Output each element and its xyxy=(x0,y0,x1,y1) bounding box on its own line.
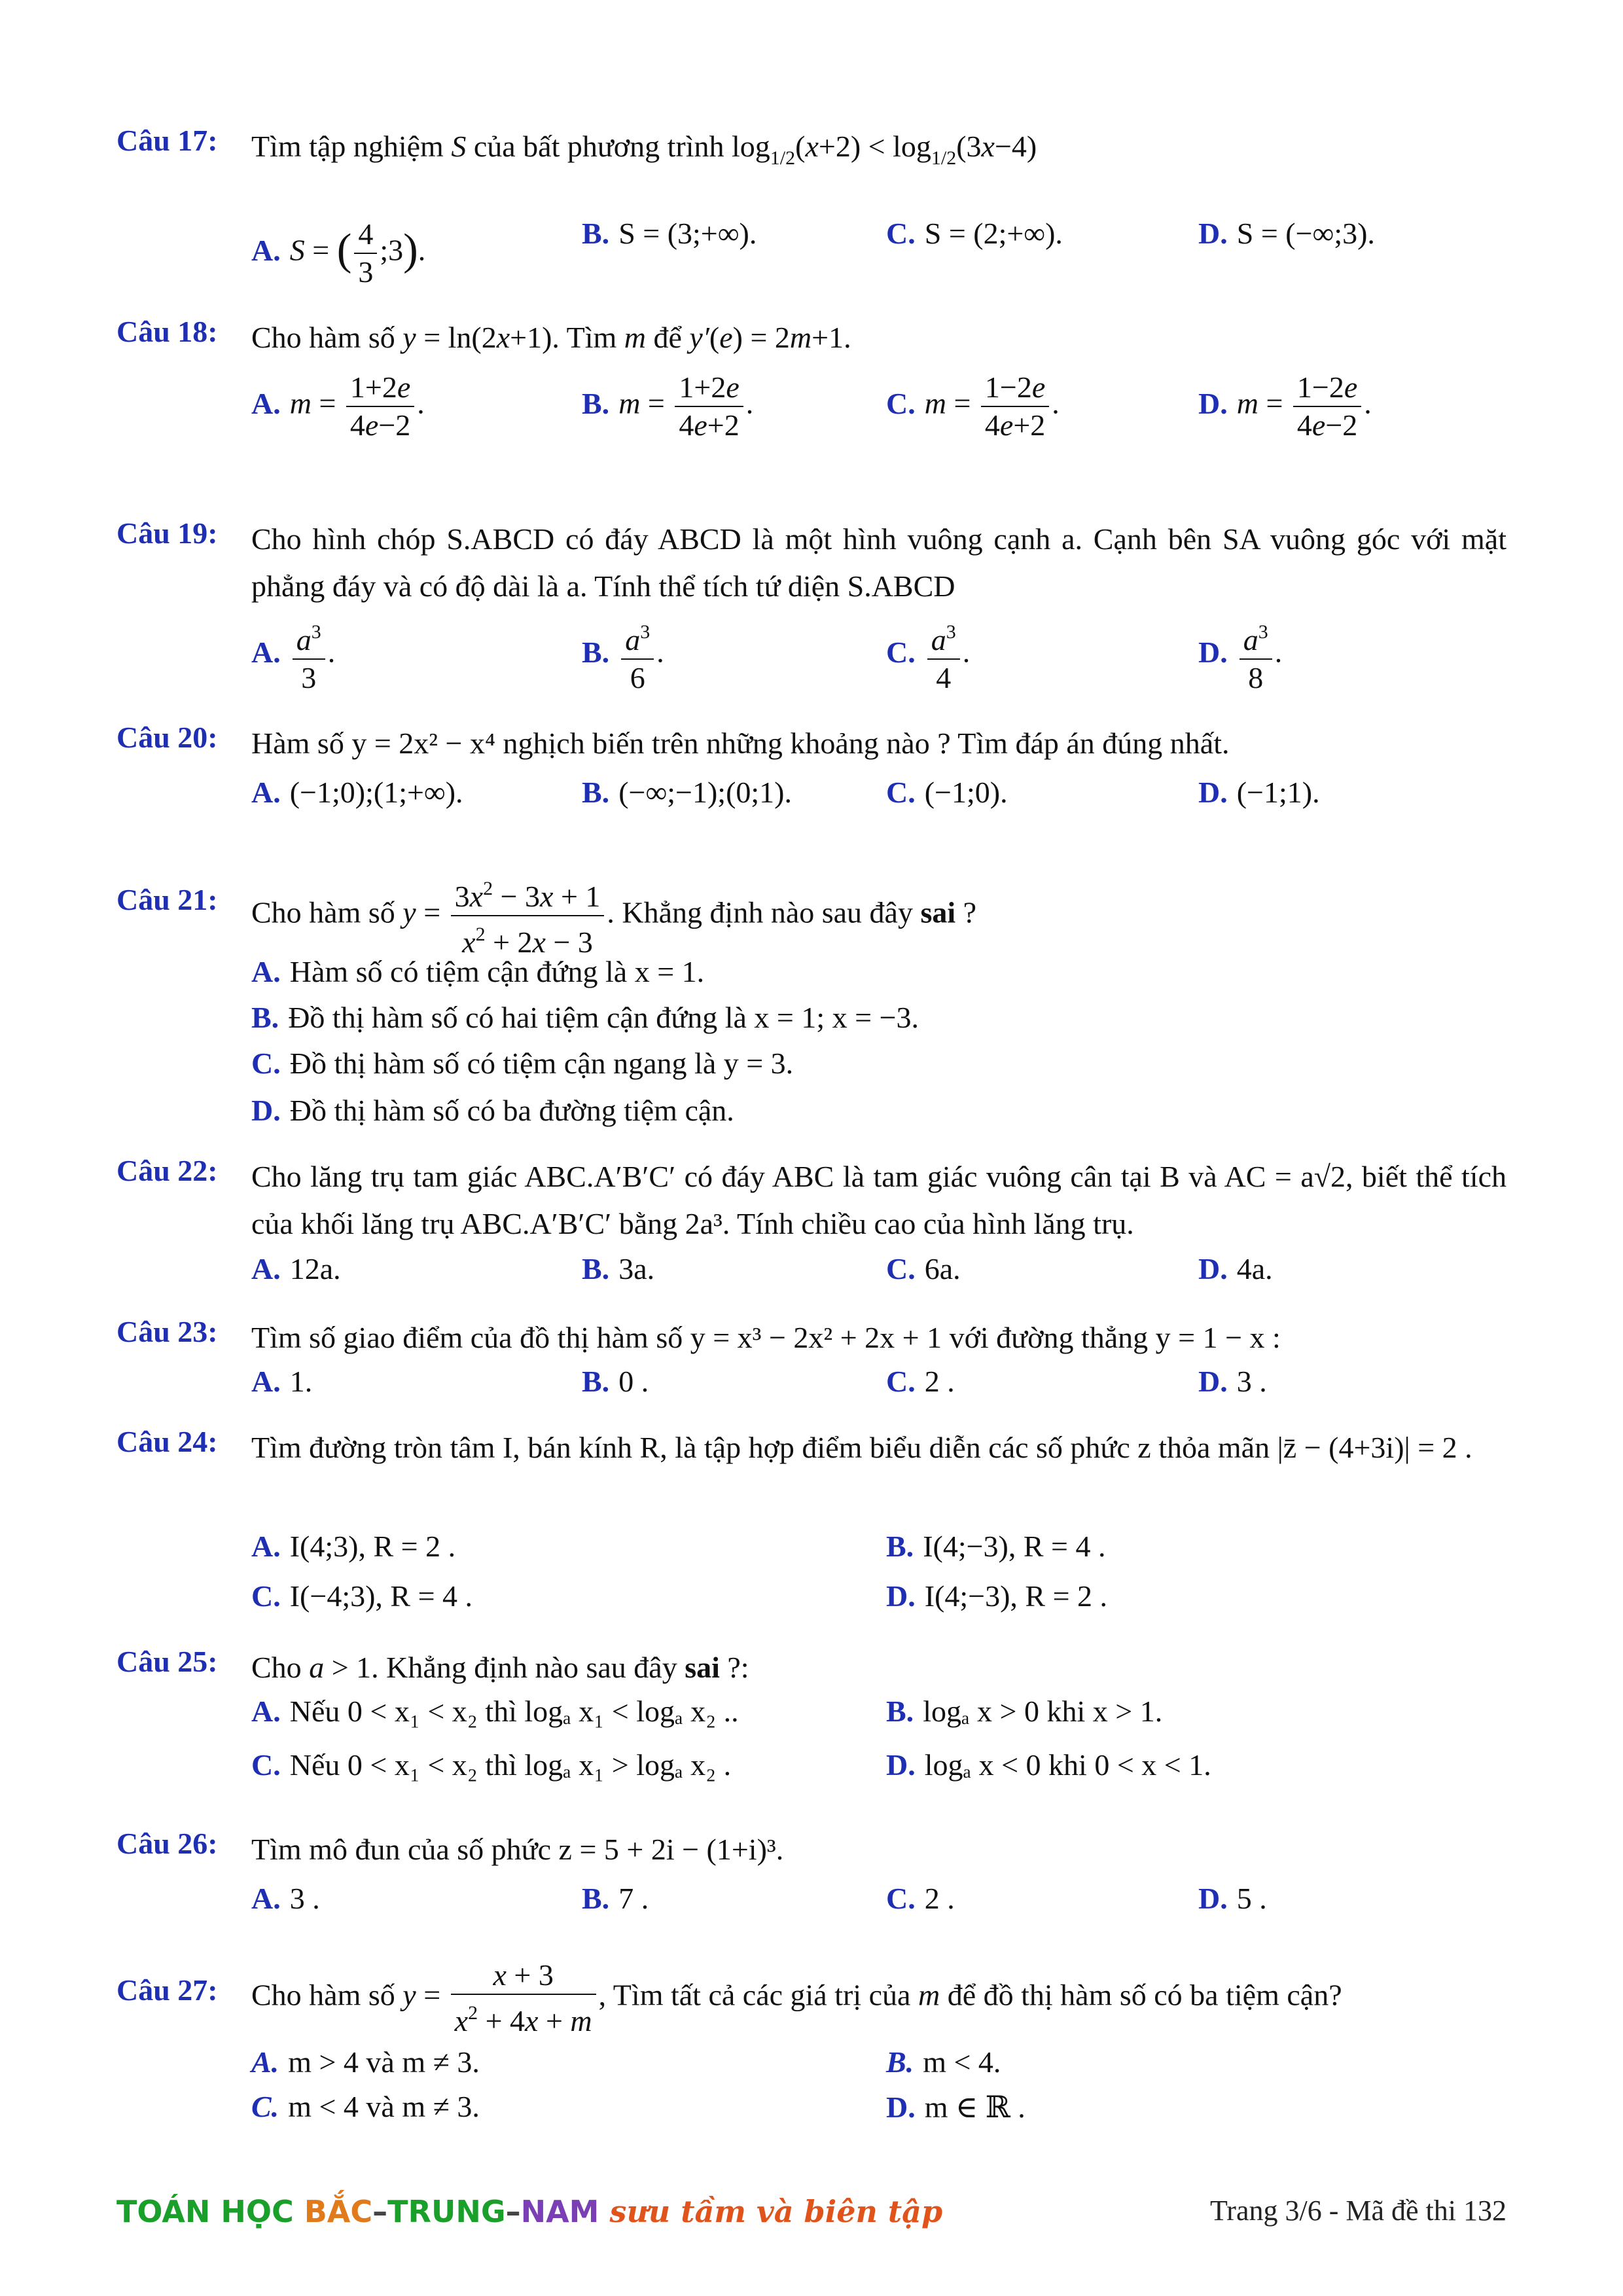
question-text: Hàm số y = 2x² − x⁴ nghịch biến trên những khoảng nào ? Tìm đáp án đúng nhất. xyxy=(251,726,1230,760)
question-label: Câu 23: xyxy=(116,1315,218,1348)
option-c[interactable]: C. Đồ thị hàm số có tiệm cận ngang là y = 3. xyxy=(251,1047,794,1080)
option-b[interactable]: B. Đồ thị hàm số có hai tiệm cận đứng là x = 1; x = −3. xyxy=(251,1001,919,1034)
option-a[interactable]: A. 1. xyxy=(251,1365,313,1398)
question-label: Câu 27: xyxy=(116,1973,218,2007)
option-c[interactable]: C. m < 4 và m ≠ 3. xyxy=(251,2090,480,2123)
option-c[interactable]: C. 6a. xyxy=(886,1252,961,1285)
option-b[interactable]: B. (−∞;−1);(0;1). xyxy=(582,776,792,809)
question-18 xyxy=(116,314,1507,465)
options xyxy=(251,1364,1507,1403)
question-text: Tìm mô đun của số phức z = 5 + 2i − (1+i)³. xyxy=(251,1833,784,1866)
option-b[interactable]: B. $\frac{a^3}{6}$ . xyxy=(582,614,664,696)
option-a[interactable]: A. 12a. xyxy=(251,1252,341,1285)
option-d[interactable]: D. logₐ x < 0 khi 0 < x < 1. xyxy=(886,1748,1211,1782)
question-text: Cho hình chóp S.ABCD có đáy ABCD là một hình vuông cạnh a. Cạnh bên SA vuông góc với mặt phẳng đáy và có độ dài là a. Tính thể tích tứ diện S.ABCD xyxy=(251,522,1507,603)
page-info: Trang 3/6 - Mã đề thi 132 xyxy=(1209,2195,1507,2227)
option-a[interactable]: A. (−1;0);(1;+∞). xyxy=(251,776,463,809)
question-24 xyxy=(116,1424,1507,1621)
option-d[interactable]: D. 4a. xyxy=(1198,1252,1273,1285)
option-d[interactable]: D. 5 . xyxy=(1198,1882,1267,1915)
option-a[interactable]: A. m > 4 và m ≠ 3. xyxy=(251,2045,480,2079)
options xyxy=(251,1529,1507,1621)
option-a[interactable]: A. I(4;3), R = 2 . xyxy=(251,1530,456,1563)
question-text: Cho hàm số y = $\frac{3x^2 - 3x + 1}{x^2 + 2x - 3}$ . Khẳng định nào sau đây sai ? xyxy=(251,870,1507,961)
brand-dash-2: – xyxy=(505,2194,521,2229)
option-d[interactable]: D. 3 . xyxy=(1198,1365,1267,1398)
question-label: Câu 18: xyxy=(116,315,218,348)
question-label: Câu 26: xyxy=(116,1827,218,1860)
option-d[interactable]: D. I(4;−3), R = 2 . xyxy=(886,1579,1108,1613)
option-c[interactable]: C. S = (2;+∞). xyxy=(886,217,1063,250)
question-25 xyxy=(116,1644,1507,1795)
question-17 xyxy=(116,123,1507,289)
option-a[interactable]: A. S = ( $\frac{4}{3}$ ;3). xyxy=(251,217,426,289)
question-text: Cho a > 1. Khẳng định nào sau đây sai ?: xyxy=(251,1651,749,1684)
question-label: Câu 19: xyxy=(116,516,218,550)
brand-toan-hoc: TOÁN HỌC xyxy=(116,2194,304,2229)
option-a[interactable]: A. Hàm số có tiệm cận đứng là x = 1. xyxy=(251,955,705,988)
option-b[interactable]: B. S = (3;+∞). xyxy=(582,217,757,250)
option-b[interactable]: B. m = $\frac{1+2e}{4e+2}$ . xyxy=(582,370,754,442)
option-b[interactable]: B. 0 . xyxy=(582,1365,649,1398)
option-b[interactable]: B. I(4;−3), R = 4 . xyxy=(886,1530,1106,1563)
option-a[interactable]: A. Nếu 0 < x₁ < x₂ thì logₐ x₁ < logₐ x₂ .. xyxy=(251,1695,739,1728)
brand-tagline: sưu tầm và biên tập xyxy=(599,2194,943,2229)
footer-brand xyxy=(116,2194,942,2229)
question-label: Câu 25: xyxy=(116,1645,218,1678)
options xyxy=(251,369,1507,448)
question-23 xyxy=(116,1314,1507,1412)
option-c[interactable]: C. 2 . xyxy=(886,1365,955,1398)
question-label: Câu 24: xyxy=(116,1425,218,1458)
option-d[interactable]: D. Đồ thị hàm số có ba đường tiệm cận. xyxy=(251,1094,734,1127)
question-text: Tìm tập nghiệm S của bất phương trình $\log_{1/2}(x+2) < \log_{1/2}(3x-4)$ xyxy=(251,130,1037,169)
question-text: Cho hàm số y = ln(2x+1). Tìm m để y′(e) = 2m+1. xyxy=(251,321,851,354)
options xyxy=(251,202,1507,289)
question-label: Câu 22: xyxy=(116,1154,218,1187)
brand-dash-1: – xyxy=(372,2194,388,2229)
question-label: Câu 20: xyxy=(116,721,218,754)
question-text: Tìm đường tròn tâm I, bán kính R, là tập hợp điểm biểu diễn các số phức z thỏa mãn |z̄ − (4+3i)| = 2 . xyxy=(251,1431,1472,1464)
option-a[interactable]: A. 3 . xyxy=(251,1882,320,1915)
question-text: Cho lăng trụ tam giác ABC.A′B′C′ có đáy ABC là tam giác vuông cân tại B và AC = a√2, biết thể tích của khối lăng trụ ABC.A′B′C′ bằng 2a³. Tính chiều cao của hình lăng trụ. xyxy=(251,1160,1507,1240)
option-d[interactable]: D. S = (−∞;3). xyxy=(1198,217,1375,250)
option-c[interactable]: C. Nếu 0 < x₁ < x₂ thì logₐ x₁ > logₐ x₂ . xyxy=(251,1748,732,1782)
question-text: Tìm số giao điểm của đồ thị hàm số y = x³ − 2x² + 2x + 1 với đường thẳng y = 1 − x : xyxy=(251,1321,1281,1354)
option-a[interactable]: A. $\frac{a^3}{3}$ . xyxy=(251,614,335,696)
options xyxy=(251,954,1507,1144)
option-d[interactable]: D. m = $\frac{1-2e}{4e-2}$ . xyxy=(1198,370,1372,442)
option-a[interactable]: A. m = $\frac{1+2e}{4e-2}$ . xyxy=(251,370,425,442)
option-b[interactable]: B. 7 . xyxy=(582,1882,649,1915)
option-c[interactable]: C. I(−4;3), R = 4 . xyxy=(251,1579,473,1613)
brand-bac: BẮC xyxy=(304,2194,373,2229)
option-d[interactable]: D. m ∈ ℝ . xyxy=(886,2090,1026,2124)
question-19 xyxy=(116,516,1507,712)
question-22 xyxy=(116,1153,1507,1304)
question-27 xyxy=(116,1957,1507,2127)
question-20 xyxy=(116,720,1507,818)
option-d[interactable]: D. $\frac{a^3}{8}$ . xyxy=(1198,614,1282,696)
option-c[interactable]: C. m = $\frac{1-2e}{4e+2}$ . xyxy=(886,370,1060,442)
question-26 xyxy=(116,1826,1507,1924)
option-c[interactable]: C. $\frac{a^3}{4}$ . xyxy=(886,614,970,696)
option-b[interactable]: B. logₐ x > 0 khi x > 1. xyxy=(886,1695,1163,1728)
option-c[interactable]: C. (−1;0). xyxy=(886,776,1008,809)
options xyxy=(251,1251,1507,1291)
option-b[interactable]: B. 3a. xyxy=(582,1252,655,1285)
options xyxy=(251,1694,1507,1792)
options xyxy=(251,1881,1507,1920)
question-label: Câu 21: xyxy=(116,883,218,916)
option-b[interactable]: B. m < 4. xyxy=(886,2045,1001,2079)
options xyxy=(251,2045,1507,2130)
option-c[interactable]: C. 2 . xyxy=(886,1882,955,1915)
question-text: Cho hàm số y = $\frac{x + 3}{x^2 + 4x + m}$ , Tìm tất cả các giá trị của m để đồ thị hàm số có ba tiệm cận? xyxy=(251,1958,1342,2037)
brand-trung: TRUNG xyxy=(387,2194,506,2229)
brand-nam: NAM xyxy=(520,2194,599,2229)
option-d[interactable]: D. (−1;1). xyxy=(1198,776,1320,809)
question-21 xyxy=(116,870,1507,1145)
options xyxy=(251,775,1507,814)
question-label: Câu 17: xyxy=(116,124,218,157)
options xyxy=(251,614,1507,692)
